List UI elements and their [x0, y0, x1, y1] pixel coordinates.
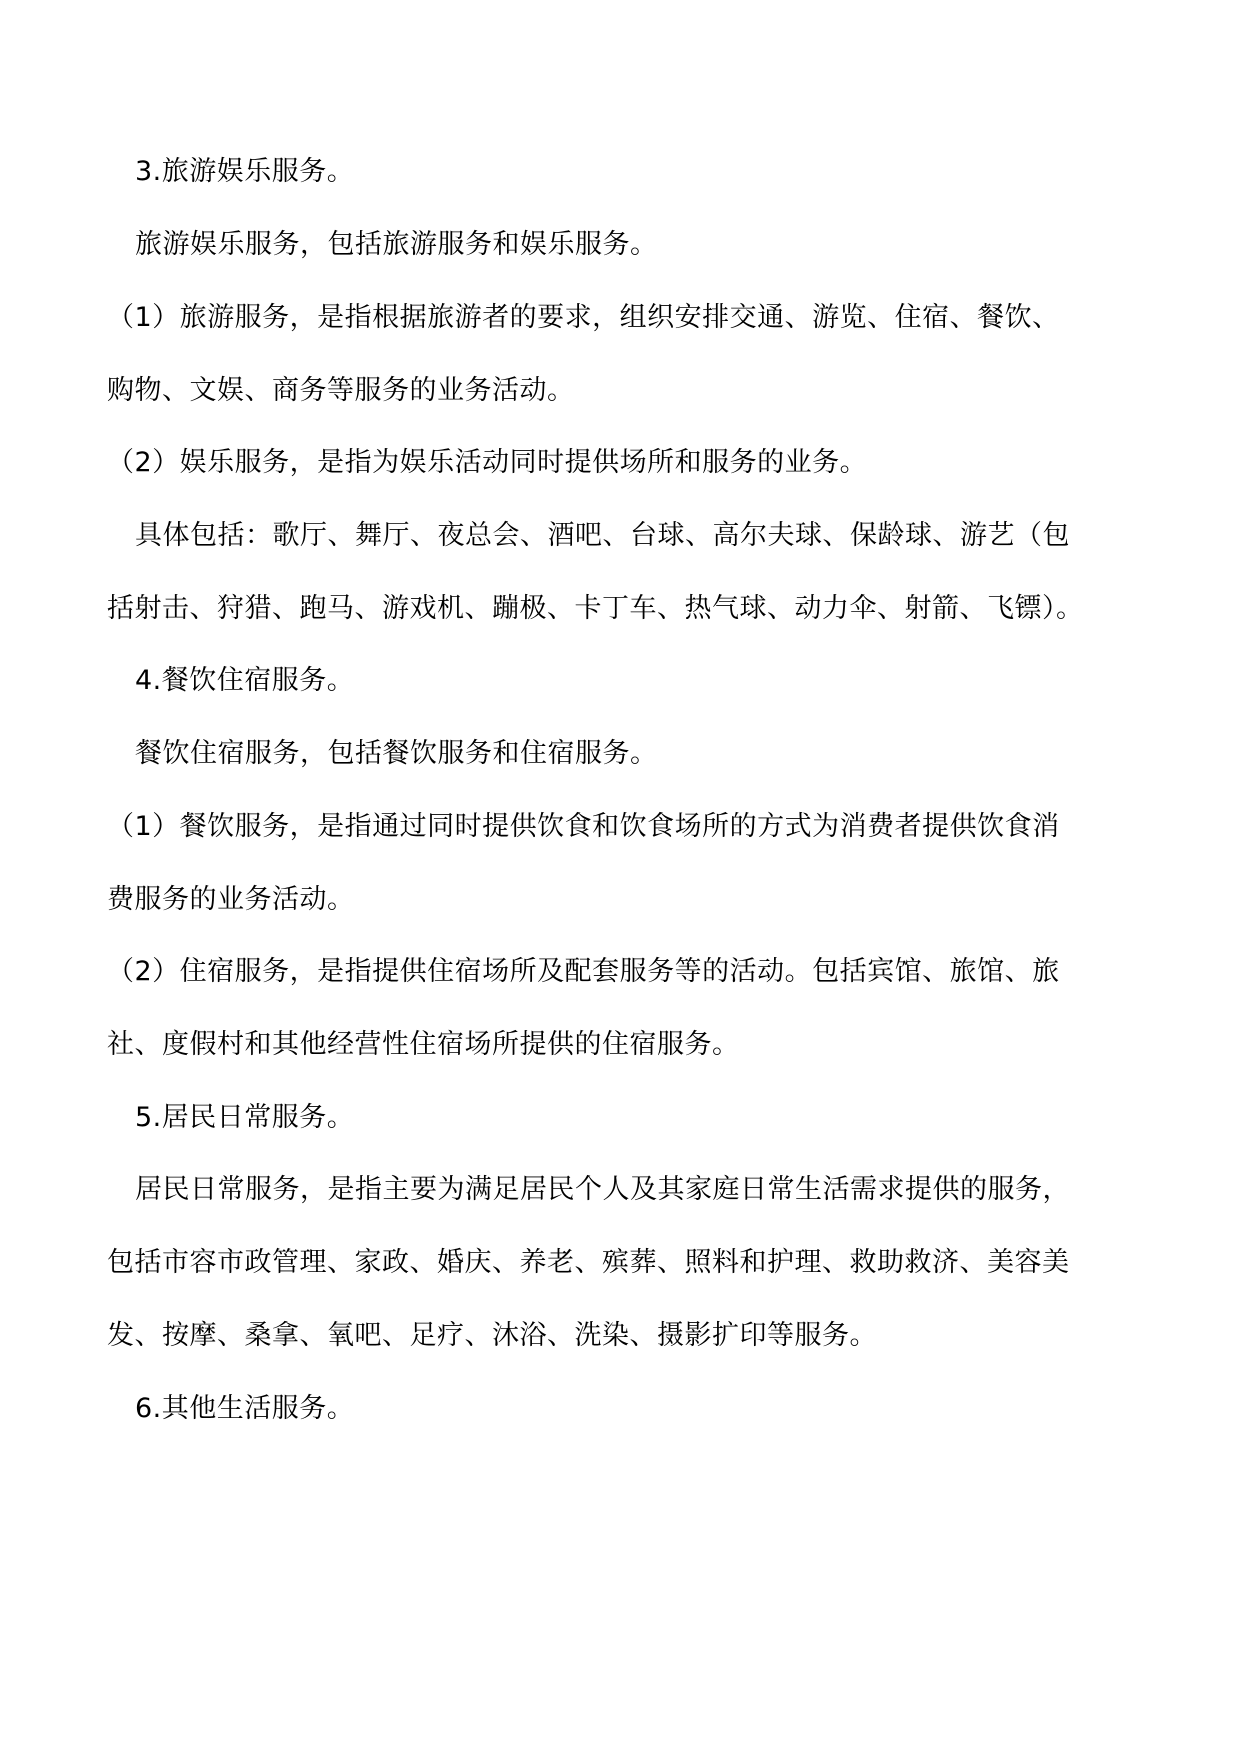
paragraph-accommodation-service-line-1: （2）住宿服务，是指提供住宿场所及配套服务等的活动。包括宾馆、旅馆、旅	[107, 956, 1060, 987]
paragraph-catering-service-line-1: （1）餐饮服务，是指通过同时提供饮食和饮食场所的方式为消费者提供饮食消	[107, 811, 1060, 842]
paragraph-tourism-entertainment-intro: 旅游娱乐服务，包括旅游服务和娱乐服务。	[135, 229, 658, 260]
section-heading-catering-accommodation: 4.餐饮住宿服务。	[135, 665, 355, 696]
paragraph-specifics-line-1: 具体包括：歌厅、舞厅、夜总会、酒吧、台球、高尔夫球、保龄球、游艺（包	[135, 520, 1070, 551]
paragraph-tourism-service-line-1: （1）旅游服务，是指根据旅游者的要求，组织安排交通、游览、住宿、餐饮、	[107, 302, 1060, 333]
section-heading-other-life-services: 6.其他生活服务。	[135, 1393, 355, 1424]
paragraph-resident-services-line-1: 居民日常服务，是指主要为满足居民个人及其家庭日常生活需求提供的服务，	[135, 1174, 1070, 1205]
paragraph-resident-services-line-3: 发、按摩、桑拿、氧吧、足疗、沐浴、洗染、摄影扩印等服务。	[107, 1320, 877, 1351]
paragraph-resident-services-line-2: 包括市容市政管理、家政、婚庆、养老、殡葬、照料和护理、救助救济、美容美	[107, 1247, 1070, 1278]
paragraph-accommodation-service-line-2: 社、度假村和其他经营性住宿场所提供的住宿服务。	[107, 1029, 740, 1060]
paragraph-catering-accommodation-intro: 餐饮住宿服务，包括餐饮服务和住宿服务。	[135, 738, 658, 769]
paragraph-specifics-line-2: 括射击、狩猎、跑马、游戏机、蹦极、卡丁车、热气球、动力伞、射箭、飞镖）。	[107, 593, 1084, 624]
paragraph-catering-service-line-2: 费服务的业务活动。	[107, 884, 355, 915]
paragraph-tourism-service-line-2: 购物、文娱、商务等服务的业务活动。	[107, 375, 575, 406]
section-heading-tourism-entertainment: 3.旅游娱乐服务。	[135, 156, 355, 187]
paragraph-entertainment-service: （2）娱乐服务，是指为娱乐活动同时提供场所和服务的业务。	[107, 447, 868, 478]
section-heading-resident-daily-services: 5.居民日常服务。	[135, 1102, 355, 1133]
